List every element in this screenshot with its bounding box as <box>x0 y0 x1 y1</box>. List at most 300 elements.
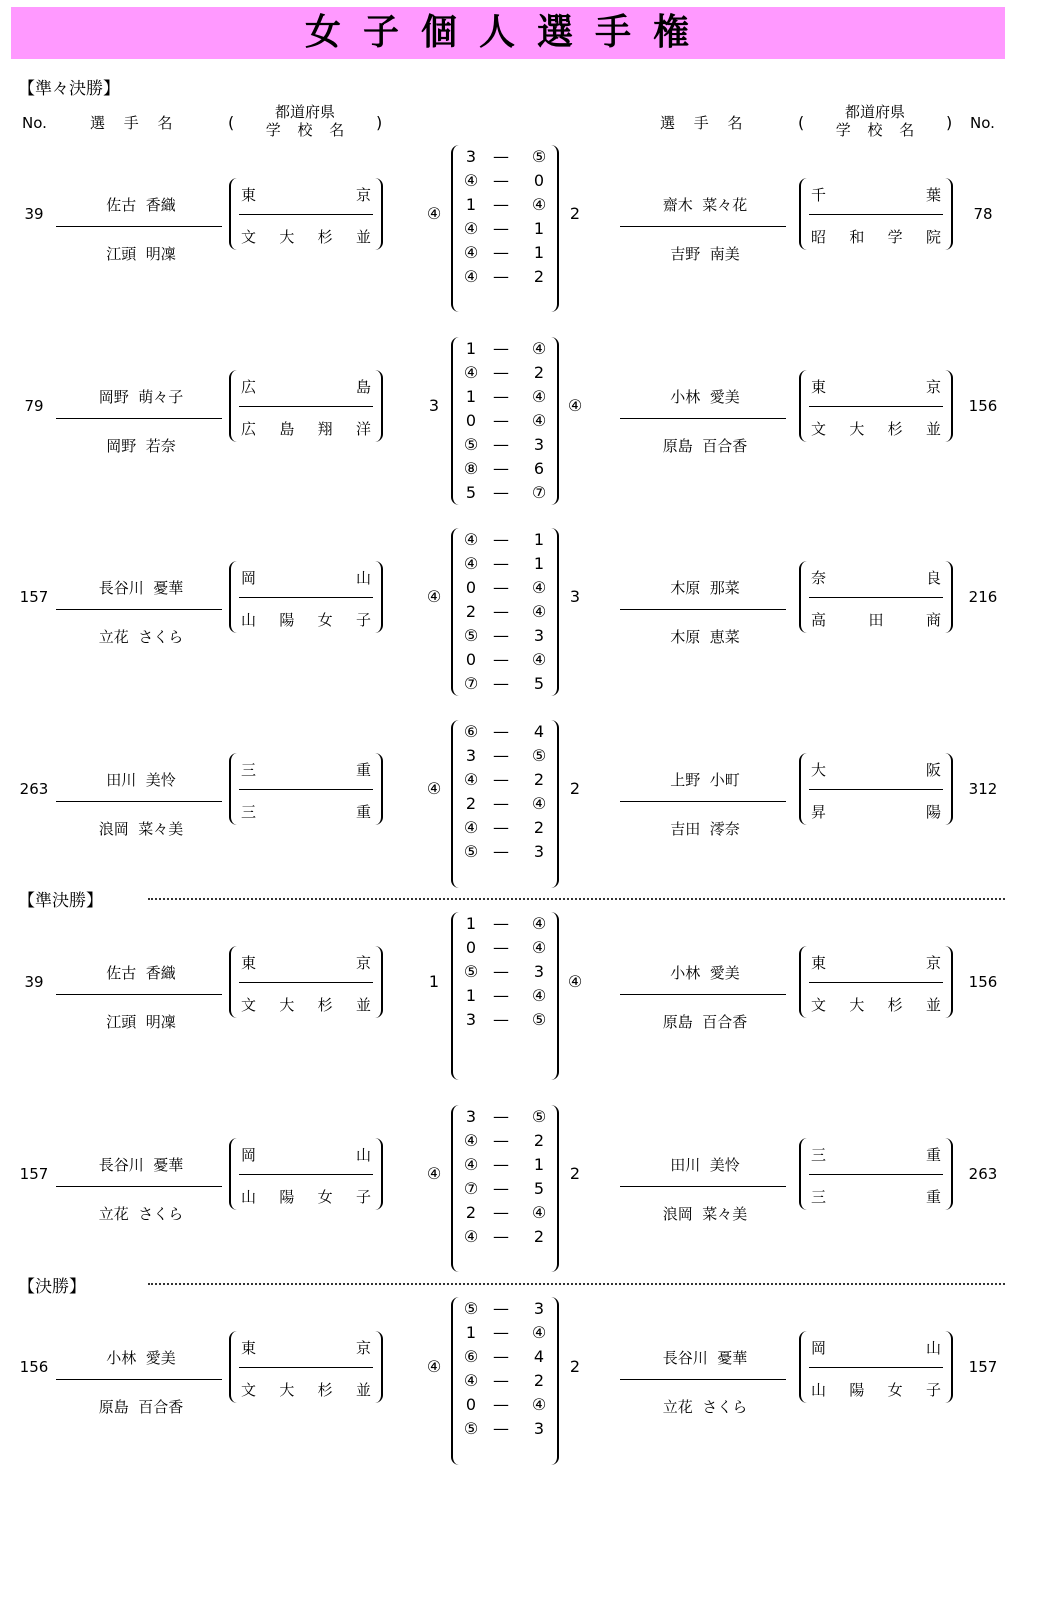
prefecture-school-box <box>799 1138 953 1210</box>
game-score-left: ⑦ <box>463 1179 479 1198</box>
game-scores-box <box>451 912 559 1080</box>
school-char: 子 <box>355 1188 371 1206</box>
match-score-left: ④ <box>426 1164 442 1183</box>
player-name-left-2: 原島 百合香 <box>98 1398 184 1416</box>
game-score-right: ④ <box>531 195 547 214</box>
school-name <box>811 609 941 630</box>
player-no-right: 157 <box>968 1358 998 1376</box>
game-row <box>453 1010 557 1034</box>
school-char: 重 <box>925 1188 941 1206</box>
prefecture-school-box <box>229 946 383 1018</box>
school-char: 並 <box>925 420 941 438</box>
name-divider <box>620 418 786 419</box>
school-name <box>241 1186 371 1207</box>
game-dash: — <box>493 1371 509 1390</box>
school-char: 和 <box>849 228 865 246</box>
prefecture-school-box <box>229 1138 383 1210</box>
player-name-right-2: 吉野 南美 <box>670 245 740 263</box>
game-dash: — <box>493 483 509 502</box>
player-name-right-1: 齋木 菜々花 <box>662 196 748 214</box>
game-score-left: ⑥ <box>463 722 479 741</box>
pref-divider <box>239 1367 373 1368</box>
game-score-right: ④ <box>531 794 547 813</box>
game-score-left: ⑤ <box>463 626 479 645</box>
game-score-left: 0 <box>465 938 477 957</box>
prefecture-school-box <box>799 753 953 825</box>
game-score-right: 3 <box>533 626 545 645</box>
school-name <box>811 1379 941 1400</box>
game-row <box>453 650 557 674</box>
player-no-right: 78 <box>973 205 993 223</box>
game-score-left: ④ <box>463 1155 479 1174</box>
game-dash: — <box>493 1203 509 1222</box>
player-name-left-1: 小林 愛美 <box>106 1349 176 1367</box>
pref-divider <box>809 214 943 215</box>
school-char: 昭 <box>811 228 827 246</box>
school-char: 杉 <box>887 420 903 438</box>
match-score-right: 2 <box>569 1164 581 1183</box>
game-scores-box <box>451 145 559 312</box>
player-name-right-2: 立花 さくら <box>662 1398 748 1416</box>
game-score-left: ④ <box>463 243 479 262</box>
game-score-right: 3 <box>533 842 545 861</box>
game-row <box>453 770 557 794</box>
game-score-right: 3 <box>533 435 545 454</box>
game-score-right: ④ <box>531 986 547 1005</box>
school-char: 田 <box>868 611 884 629</box>
game-score-right: ④ <box>531 914 547 933</box>
game-row <box>453 962 557 986</box>
school-char: 昇 <box>811 803 827 821</box>
header-paren-close: ) <box>376 113 383 132</box>
section-final-label: 【決勝】 <box>18 1277 86 1297</box>
school-char: 並 <box>925 996 941 1014</box>
prefecture-char: 重 <box>925 1146 941 1164</box>
game-dash: — <box>493 387 509 406</box>
prefecture-char: 広 <box>241 378 257 396</box>
prefecture-school-box <box>229 561 383 633</box>
game-row <box>453 195 557 219</box>
name-divider <box>56 609 222 610</box>
player-no-right: 156 <box>968 397 998 415</box>
pref-divider <box>809 406 943 407</box>
game-score-left: ④ <box>463 818 479 837</box>
game-dash: — <box>493 794 509 813</box>
name-divider <box>620 226 786 227</box>
pref-divider <box>809 597 943 598</box>
game-scores-box <box>451 337 559 505</box>
game-score-left: 2 <box>465 1203 477 1222</box>
game-dash: — <box>493 722 509 741</box>
game-list <box>453 1299 557 1443</box>
game-score-left: 5 <box>465 483 477 502</box>
school-char: 文 <box>241 1381 257 1399</box>
header-no-left: No. <box>22 114 47 132</box>
prefecture-name <box>811 376 941 397</box>
match-score-right: 2 <box>569 204 581 223</box>
name-divider <box>620 994 786 995</box>
player-no-right: 312 <box>968 780 998 798</box>
game-row <box>453 339 557 363</box>
game-score-right: ⑤ <box>531 147 547 166</box>
school-char: 大 <box>279 1381 295 1399</box>
game-dash: — <box>493 1131 509 1150</box>
player-no-left: 156 <box>19 1358 49 1376</box>
pref-divider <box>239 1174 373 1175</box>
player-name-left-1: 岡野 萌々子 <box>98 388 184 406</box>
game-dash: — <box>493 459 509 478</box>
player-name-left-2: 浪岡 菜々美 <box>98 820 184 838</box>
name-divider <box>56 801 222 802</box>
name-divider <box>620 801 786 802</box>
game-score-left: 2 <box>465 794 477 813</box>
game-score-left: 1 <box>465 339 477 358</box>
prefecture-name <box>811 1337 941 1358</box>
player-name-right-2: 浪岡 菜々美 <box>662 1205 748 1223</box>
school-name <box>811 801 941 822</box>
pref-divider <box>809 1367 943 1368</box>
game-dash: — <box>493 411 509 430</box>
school-char: 陽 <box>849 1381 865 1399</box>
game-row <box>453 914 557 938</box>
game-score-left: 2 <box>465 602 477 621</box>
prefecture-school-box <box>229 753 383 825</box>
school-char: 三 <box>241 803 257 821</box>
game-score-right: 3 <box>533 1419 545 1438</box>
game-dash: — <box>493 986 509 1005</box>
game-score-right: ④ <box>531 938 547 957</box>
game-dash: — <box>493 147 509 166</box>
game-score-left: ⑦ <box>463 674 479 693</box>
game-dash: — <box>493 363 509 382</box>
game-row <box>453 363 557 387</box>
player-name-right-2: 吉田 澪奈 <box>670 820 740 838</box>
player-name-left-2: 岡野 若奈 <box>106 437 176 455</box>
game-row <box>453 674 557 698</box>
pref-divider <box>809 982 943 983</box>
school-char: 杉 <box>887 996 903 1014</box>
player-name-left-2: 立花 さくら <box>98 1205 184 1223</box>
game-score-right: 2 <box>533 1131 545 1150</box>
school-char: 子 <box>925 1381 941 1399</box>
match-score-left: ④ <box>426 1357 442 1376</box>
school-char: 三 <box>811 1188 827 1206</box>
school-char: 文 <box>241 996 257 1014</box>
game-row <box>453 219 557 243</box>
player-name-right-2: 原島 百合香 <box>662 437 748 455</box>
school-char: 女 <box>887 1381 903 1399</box>
pref-divider <box>239 789 373 790</box>
player-name-left-2: 立花 さくら <box>98 628 184 646</box>
game-dash: — <box>493 195 509 214</box>
match-score-right: 2 <box>569 1357 581 1376</box>
player-name-left-1: 長谷川 憂華 <box>98 579 184 597</box>
game-dash: — <box>493 626 509 645</box>
pref-divider <box>239 214 373 215</box>
prefecture-school-box <box>229 178 383 250</box>
game-row <box>453 483 557 507</box>
game-list <box>453 530 557 698</box>
prefecture-name <box>811 567 941 588</box>
name-divider <box>620 1379 786 1380</box>
school-char: 杉 <box>317 996 333 1014</box>
school-char: 陽 <box>925 803 941 821</box>
prefecture-char: 岡 <box>241 569 257 587</box>
game-row <box>453 626 557 650</box>
game-score-right: 2 <box>533 363 545 382</box>
game-score-right: ④ <box>531 411 547 430</box>
player-no-right: 263 <box>968 1165 998 1183</box>
game-dash: — <box>493 243 509 262</box>
prefecture-school-box <box>799 946 953 1018</box>
game-score-right: 5 <box>533 674 545 693</box>
school-char: 高 <box>811 611 827 629</box>
prefecture-char: 京 <box>925 954 941 972</box>
game-dash: — <box>493 746 509 765</box>
header-paren-close: ) <box>946 113 953 132</box>
prefecture-char: 島 <box>355 378 371 396</box>
school-char: 学 <box>887 228 903 246</box>
school-char: 文 <box>811 996 827 1014</box>
prefecture-school-box <box>799 370 953 442</box>
game-score-left: 0 <box>465 578 477 597</box>
game-score-left: ⑧ <box>463 459 479 478</box>
school-char: 院 <box>925 228 941 246</box>
game-dash: — <box>493 1227 509 1246</box>
game-dash: — <box>493 770 509 789</box>
game-score-right: ④ <box>531 1395 547 1414</box>
game-score-left: ④ <box>463 171 479 190</box>
school-char: 大 <box>279 228 295 246</box>
game-score-right: ④ <box>531 578 547 597</box>
header-pref-right: 都道府県 学 校 名 <box>835 103 915 139</box>
game-score-left: ⑤ <box>463 842 479 861</box>
school-char: 陽 <box>279 1188 295 1206</box>
section-divider <box>148 898 1005 900</box>
game-row <box>453 243 557 267</box>
game-score-left: ④ <box>463 219 479 238</box>
game-dash: — <box>493 578 509 597</box>
game-score-right: 3 <box>533 962 545 981</box>
game-list <box>453 722 557 866</box>
game-score-left: 1 <box>465 1323 477 1342</box>
school-name <box>811 226 941 247</box>
name-divider <box>56 994 222 995</box>
game-score-right: 1 <box>533 219 545 238</box>
game-list <box>453 914 557 1034</box>
game-score-left: 1 <box>465 387 477 406</box>
game-score-right: 2 <box>533 770 545 789</box>
game-score-left: 0 <box>465 1395 477 1414</box>
game-row <box>453 1371 557 1395</box>
prefecture-name <box>811 952 941 973</box>
player-name-left-2: 江頭 明凜 <box>106 1013 176 1031</box>
game-score-left: ⑤ <box>463 1299 479 1318</box>
game-score-right: ⑦ <box>531 483 547 502</box>
school-name <box>241 226 371 247</box>
game-row <box>453 818 557 842</box>
header-no-right: No. <box>970 114 995 132</box>
game-score-right: 2 <box>533 818 545 837</box>
game-scores-box <box>451 528 559 696</box>
game-dash: — <box>493 1347 509 1366</box>
school-char: 大 <box>279 996 295 1014</box>
section-divider <box>148 1283 1005 1285</box>
prefecture-name <box>241 952 371 973</box>
game-dash: — <box>493 650 509 669</box>
game-score-left: 3 <box>465 147 477 166</box>
player-no-left: 39 <box>24 973 44 991</box>
school-char: 島 <box>279 420 295 438</box>
school-char: 洋 <box>355 420 371 438</box>
game-score-left: ⑥ <box>463 1347 479 1366</box>
game-score-left: 3 <box>465 1107 477 1126</box>
game-row <box>453 1155 557 1179</box>
player-no-left: 39 <box>24 205 44 223</box>
game-dash: — <box>493 938 509 957</box>
section-semifinal-label: 【準決勝】 <box>18 891 103 911</box>
game-row <box>453 459 557 483</box>
game-row <box>453 267 557 291</box>
school-char: 商 <box>925 611 941 629</box>
game-score-right: ④ <box>531 1323 547 1342</box>
player-no-left: 263 <box>19 780 49 798</box>
game-score-right: 4 <box>533 1347 545 1366</box>
game-score-left: ④ <box>463 1227 479 1246</box>
school-name <box>811 418 941 439</box>
game-score-left: ④ <box>463 267 479 286</box>
pref-divider <box>809 1174 943 1175</box>
school-name <box>811 994 941 1015</box>
game-row <box>453 530 557 554</box>
header-pref-left: 都道府県 学 校 名 <box>265 103 345 139</box>
game-score-left: ⑤ <box>463 962 479 981</box>
player-name-left-1: 佐古 香織 <box>106 964 176 982</box>
game-score-right: ④ <box>531 1203 547 1222</box>
school-char: 女 <box>317 1188 333 1206</box>
school-char: 杉 <box>317 1381 333 1399</box>
player-name-left-2: 江頭 明凜 <box>106 245 176 263</box>
prefecture-char: 千 <box>811 186 827 204</box>
player-name-right-2: 原島 百合香 <box>662 1013 748 1031</box>
game-score-right: 2 <box>533 1227 545 1246</box>
prefecture-name <box>241 567 371 588</box>
game-row <box>453 794 557 818</box>
game-score-right: ⑤ <box>531 1107 547 1126</box>
prefecture-char: 岡 <box>811 1339 827 1357</box>
game-dash: — <box>493 962 509 981</box>
game-score-right: 4 <box>533 722 545 741</box>
match-score-right: 2 <box>569 779 581 798</box>
game-score-right: 2 <box>533 267 545 286</box>
school-char: 大 <box>849 420 865 438</box>
game-score-left: ⑤ <box>463 435 479 454</box>
game-score-right: 5 <box>533 1179 545 1198</box>
school-char: 文 <box>241 228 257 246</box>
game-row <box>453 1107 557 1131</box>
school-char: 広 <box>241 420 257 438</box>
prefecture-name <box>811 184 941 205</box>
prefecture-char: 京 <box>925 378 941 396</box>
prefecture-name <box>241 1144 371 1165</box>
game-row <box>453 1419 557 1443</box>
school-char: 文 <box>811 420 827 438</box>
game-score-right: 1 <box>533 1155 545 1174</box>
school-char: 杉 <box>317 228 333 246</box>
game-dash: — <box>493 1395 509 1414</box>
prefecture-char: 東 <box>811 954 827 972</box>
game-dash: — <box>493 914 509 933</box>
game-scores-box <box>451 1105 559 1272</box>
school-name <box>241 1379 371 1400</box>
prefecture-char: 重 <box>355 761 371 779</box>
school-char: 陽 <box>279 611 295 629</box>
game-score-left: 0 <box>465 650 477 669</box>
game-dash: — <box>493 1419 509 1438</box>
game-score-left: ④ <box>463 554 479 573</box>
school-name <box>241 609 371 630</box>
pref-divider <box>239 406 373 407</box>
game-list <box>453 339 557 507</box>
game-score-left: 3 <box>465 746 477 765</box>
prefecture-char: 京 <box>355 186 371 204</box>
game-row <box>453 435 557 459</box>
match-score-left: 3 <box>428 396 440 415</box>
name-divider <box>56 418 222 419</box>
game-score-right: 3 <box>533 1299 545 1318</box>
game-dash: — <box>493 1323 509 1342</box>
player-no-left: 157 <box>19 588 49 606</box>
game-score-right: ④ <box>531 650 547 669</box>
match-score-right: ④ <box>567 396 583 415</box>
header-name-left: 選 手 名 <box>90 114 173 132</box>
prefecture-char: 大 <box>811 761 827 779</box>
game-dash: — <box>493 674 509 693</box>
game-score-left: ⑤ <box>463 1419 479 1438</box>
game-dash: — <box>493 435 509 454</box>
name-divider <box>56 226 222 227</box>
school-char: 翔 <box>317 420 333 438</box>
game-dash: — <box>493 171 509 190</box>
prefecture-char: 阪 <box>925 761 941 779</box>
game-row <box>453 746 557 770</box>
player-no-right: 216 <box>968 588 998 606</box>
player-name-right-2: 木原 恵菜 <box>670 628 740 646</box>
player-name-left-1: 田川 美怜 <box>106 771 176 789</box>
game-row <box>453 1203 557 1227</box>
prefecture-name <box>241 376 371 397</box>
game-score-right: ⑤ <box>531 746 547 765</box>
school-char: 並 <box>355 228 371 246</box>
player-no-left: 79 <box>24 397 44 415</box>
game-score-right: 2 <box>533 1371 545 1390</box>
game-score-right: 1 <box>533 243 545 262</box>
prefecture-char: 東 <box>811 378 827 396</box>
prefecture-char: 京 <box>355 1339 371 1357</box>
prefecture-school-box <box>799 1331 953 1403</box>
name-divider <box>620 609 786 610</box>
prefecture-char: 奈 <box>811 569 827 587</box>
match-score-right: 3 <box>569 587 581 606</box>
school-char: 女 <box>317 611 333 629</box>
school-char: 並 <box>355 1381 371 1399</box>
header-name-right: 選 手 名 <box>660 114 743 132</box>
player-no-right: 156 <box>968 973 998 991</box>
school-char: 並 <box>355 996 371 1014</box>
game-dash: — <box>493 842 509 861</box>
game-row <box>453 1299 557 1323</box>
prefecture-name <box>241 1337 371 1358</box>
